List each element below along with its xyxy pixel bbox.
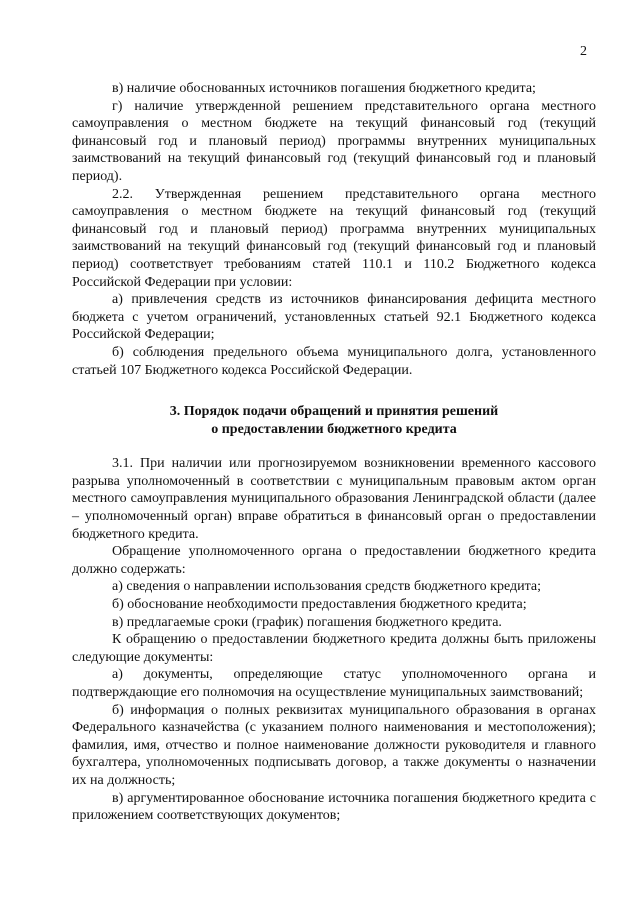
paragraph: а) привлечения средств из источников финансирования дефицита местного бюджета с учетом ограничений, установленных статьей 92.1 Бюджетного кодекса Российской Федерации; <box>72 292 596 343</box>
paragraph: К обращению о предоставлении бюджетного кредита должны быть приложены следующие документы: <box>72 632 596 665</box>
section-heading-line: 3. Порядок подачи обращений и принятия решений <box>169 404 499 420</box>
paragraph: 3.1. При наличии или прогнозируемом возникновении временного кассового разрыва уполномоченный в соответствии с муниципальным правовым актом орган местного самоуправления муниципального образования Ленинградской области (далее – уполномоченный орган) вправе обратиться в финансовый орган о предоставлении бюджетного кредита. <box>72 456 596 542</box>
paragraph: б) информация о полных реквизитах муниципального образования в органах Федерального казначейства (с указанием полного наименования и местоположения); фамилия, имя, отчество и полное наименование должности руководителя и главного бухгалтера, уполномоченных подписывать договор, а также документы о назначении их на должность; <box>72 702 596 788</box>
paragraph: в) наличие обоснованных источников погашения бюджетного кредита; <box>112 81 536 96</box>
paragraph: а) документы, определяющие статус уполномоченного органа и подтверждающие его полномочия на осуществление муниципальных заимствований; <box>72 667 596 700</box>
document-body <box>72 80 596 825</box>
paragraph: б) обоснование необходимости предоставления бюджетного кредита; <box>112 597 527 613</box>
paragraph: б) соблюдения предельного объема муниципального долга, установленного статьей 107 Бюджетного кодекса Российской Федерации. <box>72 344 596 378</box>
paragraph: Обращение уполномоченного органа о предоставлении бюджетного кредита должно содержать: <box>72 544 596 577</box>
paragraph: в) предлагаемые сроки (график) погашения бюджетного кредита. <box>112 614 502 630</box>
section-heading-line: о предоставлении бюджетного кредита <box>211 421 457 437</box>
paragraph: г) наличие утвержденной решением представительного органа местного самоуправления о местном бюджете на текущий финансовый год (текущий финансовый год и плановый период) программы внутренних муниципальных заимствований на текущий финансовый год (текущий финансовый год и плановый период). <box>72 98 596 184</box>
paragraph: 2.2. Утвержденная решением представительного органа местного самоуправления о местном бюджете на текущий финансовый год (текущий финансовый год и плановый период) программа внутренних муниципальных заимствований на текущий финансовый год (текущий финансовый год и плановый период) соответствует требованиям статей 110.1 и 110.2 Бюджетного кодекса Российской Федерации при условии: <box>72 186 596 290</box>
page-number: 2 <box>580 44 587 59</box>
section-heading <box>72 403 596 438</box>
paragraph: в) аргументированное обоснование источника погашения бюджетного кредита с приложением соответствующих документов; <box>72 790 596 824</box>
paragraph: а) сведения о направлении использования средств бюджетного кредита; <box>112 579 541 595</box>
